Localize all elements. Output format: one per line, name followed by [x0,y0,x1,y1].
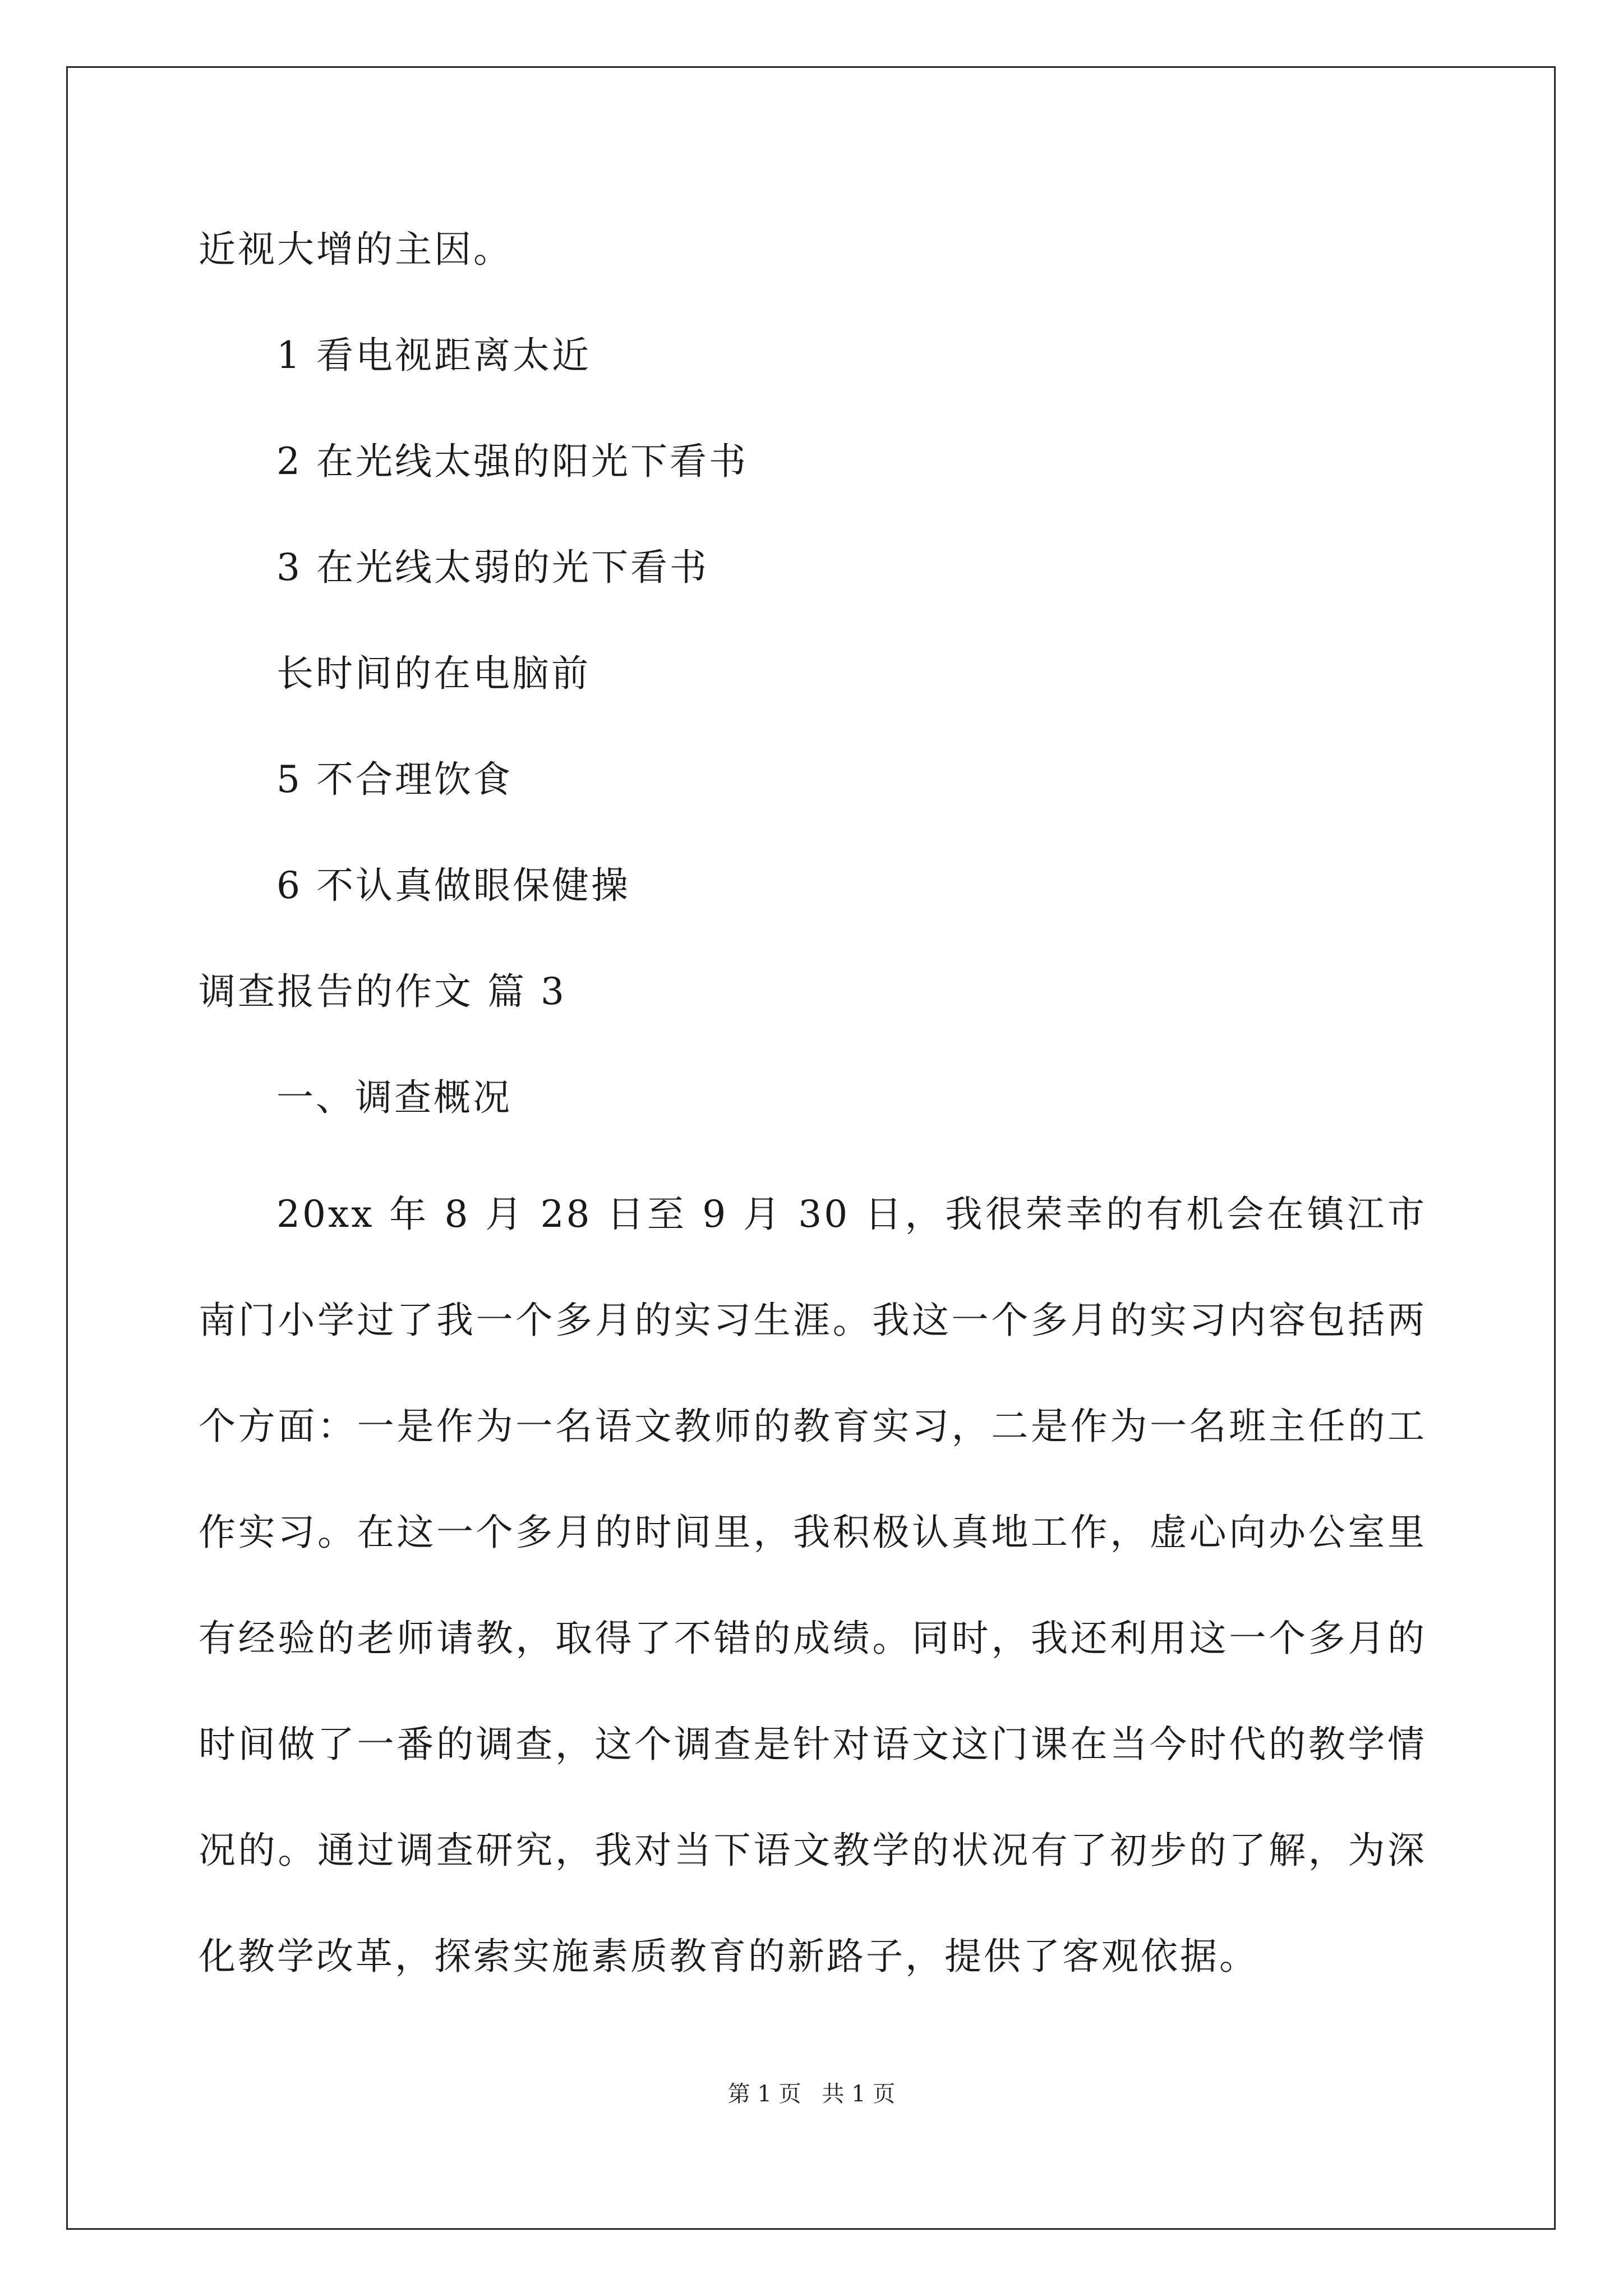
section-heading: 调查报告的作文 篇 3 [199,970,566,1013]
page-total: 共 1 页 [822,2081,896,2107]
body-paragraph [199,1161,1427,2009]
text-line-1: 近视大增的主因。 [199,228,513,271]
list-item-6: 6 不认真做眼保健操 [276,864,630,907]
body-paragraph-text: 20xx 年 8 月 28 日至 9 月 30 日，我很荣幸的有机会在镇江市南门小学过了我一个多月的实习生涯。我这一个多月的实习内容包括两个方面：一是作为一名语文教师的教育实习，二是作为一名班主任的工作实习。在这一个多月的时间里，我积极认真地工作，虚心向办公室里有经验的老师请教，取得了不错的成绩。同时，我还利用这一个多月的时间做了一番的调查，这个调查是针对语文这门课在当今时代的教学情况的。通过调查研究，我对当下语文教学的状况有了初步的了解，为深化教学改革，探索实施素质教育的新路子，提供了客观依据。 [199,1193,1427,1978]
list-item-1: 1 看电视距离太近 [276,334,591,377]
list-item-4: 长时间的在电脑前 [276,652,591,695]
list-item-3: 3 在光线太弱的光下看书 [276,546,709,589]
list-item-5: 5 不合理饮食 [276,758,513,801]
subsection-heading: 一、调查概况 [276,1076,512,1119]
page-number: 第 1 页 [727,2081,801,2107]
page-footer [0,2080,1623,2108]
list-item-2: 2 在光线太强的阳光下看书 [276,440,748,483]
